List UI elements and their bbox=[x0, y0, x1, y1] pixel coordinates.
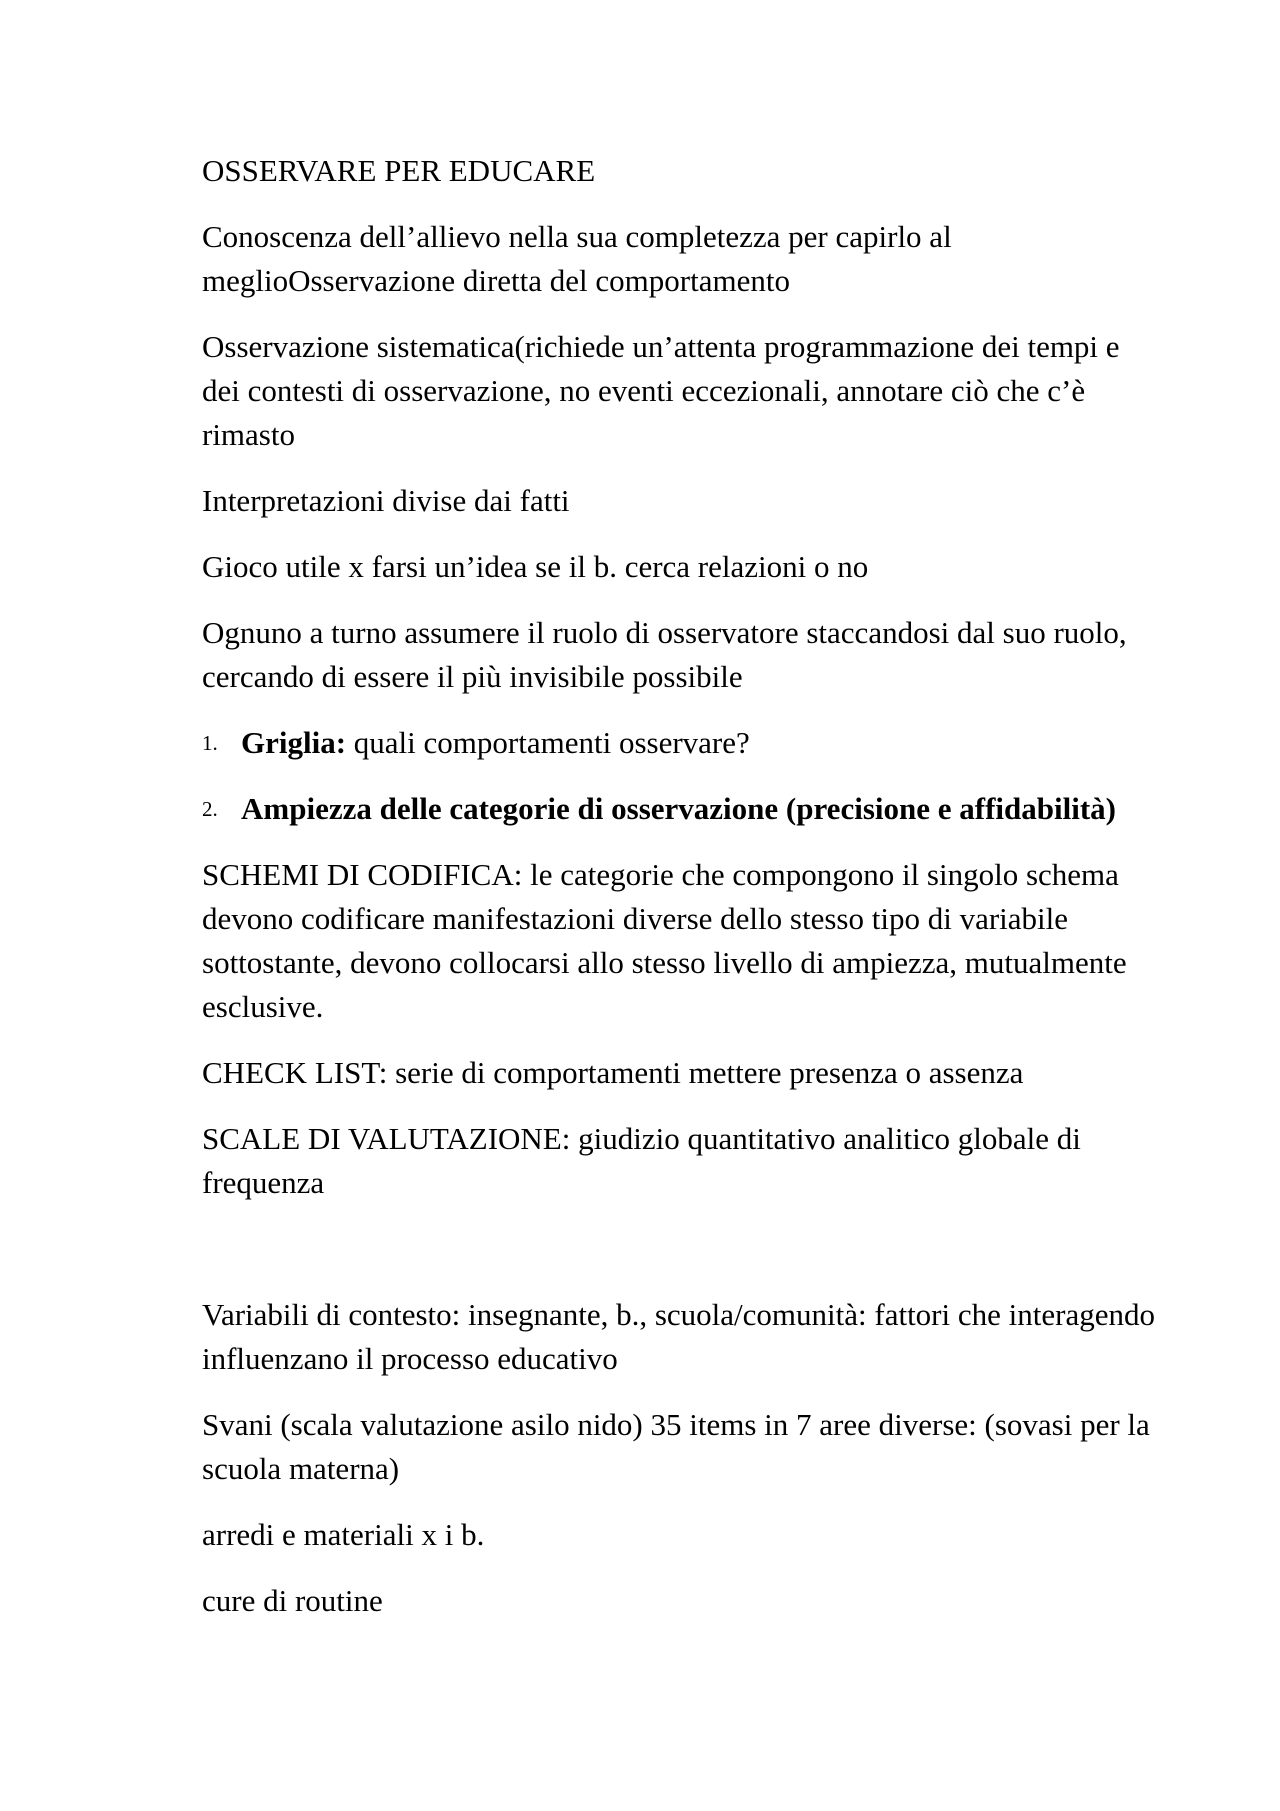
paragraph-variabili-di-contesto: Variabili di contesto: insegnante, b., scuola/comunità: fattori che interagendo influenzano il processo educativo bbox=[202, 1297, 1155, 1376]
numbered-list bbox=[202, 721, 1162, 831]
list-number: 1. bbox=[202, 731, 218, 755]
list-item-text: quali comportamenti osservare? bbox=[346, 725, 750, 760]
list-item-bold-text: Ampiezza delle categorie di osservazione (precisione e affidabilità) bbox=[241, 791, 1116, 826]
list-number: 2. bbox=[202, 797, 218, 821]
paragraph-interpretazioni: Interpretazioni divise dai fatti bbox=[202, 483, 570, 518]
paragraph-scale-di-valutazione: SCALE DI VALUTAZIONE: giudizio quantitativo analitico globale di frequenza bbox=[202, 1121, 1081, 1200]
paragraph-osservazione-sistematica: Osservazione sistematica(richiede un’attenta programmazione dei tempi e dei contesti di osservazione, no eventi eccezionali, annotare ciò che c’è rimasto bbox=[202, 329, 1120, 452]
paragraph-arredi: arredi e materiali x i b. bbox=[202, 1517, 485, 1552]
document-title: OSSERVARE PER EDUCARE bbox=[202, 153, 596, 188]
document-body bbox=[202, 149, 1162, 1645]
paragraph-check-list: CHECK LIST: serie di comportamenti mettere presenza o assenza bbox=[202, 1055, 1024, 1090]
list-item-bold-text: Griglia: bbox=[241, 725, 347, 760]
paragraph-schemi-di-codifica: SCHEMI DI CODIFICA: le categorie che compongono il singolo schema devono codificare manifestazioni diverse dello stesso tipo di variabile sottostante, devono collocarsi allo stesso livello di ampiezza, mutualmente esclusive. bbox=[202, 857, 1127, 1024]
paragraph-svani: Svani (scala valutazione asilo nido) 35 items in 7 aree diverse: (sovasi per la scuola materna) bbox=[202, 1407, 1150, 1486]
paragraph-cure-di-routine: cure di routine bbox=[202, 1583, 383, 1618]
paragraph-gioco: Gioco utile x farsi un’idea se il b. cerca relazioni o no bbox=[202, 549, 869, 584]
blank-line bbox=[202, 1227, 1162, 1293]
paragraph-conoscenza: Conoscenza dell’allievo nella sua completezza per capirlo al meglioOsservazione diretta del comportamento bbox=[202, 219, 952, 298]
list-item-ampiezza bbox=[202, 787, 1162, 831]
paragraph-ognuno: Ognuno a turno assumere il ruolo di osservatore staccandosi dal suo ruolo, cercando di essere il più invisibile possibile bbox=[202, 615, 1127, 694]
list-item-griglia bbox=[202, 721, 1162, 765]
